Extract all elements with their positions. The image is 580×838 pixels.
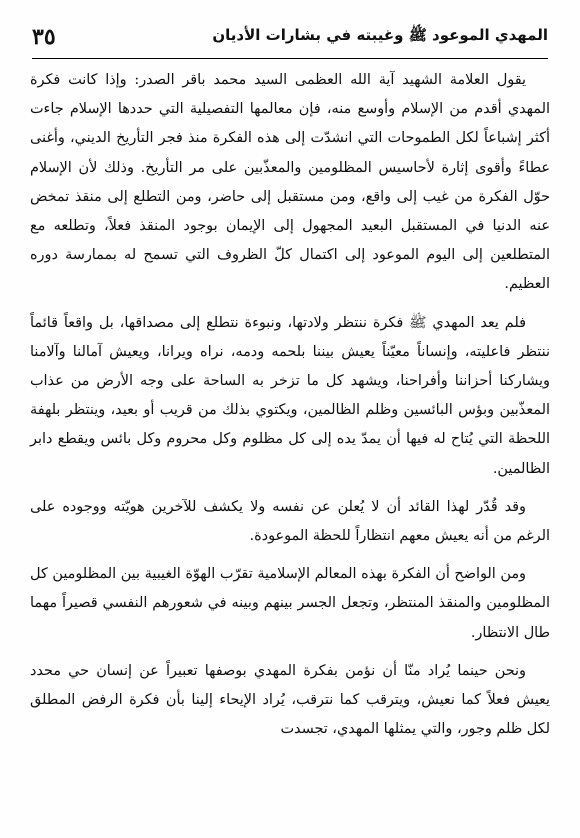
paragraph: ومن الواضح أن الفكرة بهذه المعالم الإسلامية تقرّب الهوّة الغيبية بين المظلومين كل المظلومين والمنقذ المنتظر، وتجعل الجسر بينهم وبينه في شعورهم النفسي قصيراً مهما طال الانتظار. — [30, 566, 550, 641]
running-title: المهدي الموعود ﷺ وغيبته في بشارات الأديان — [212, 26, 548, 44]
page-number: ٣٥ — [32, 24, 56, 50]
paragraph: وقد قُدّر لهذا القائد أن لا يُعلن عن نفسه ولا يكشف للآخرين هويّته ووجوده على الرغم من أنه يعيش معهم انتظاراً للحظة الموعودة. — [30, 498, 550, 545]
paragraph: فلم يعد المهدي ﷺ فكرة ننتظر ولادتها، ونبوءة نتطلع إلى مصداقها، بل واقعاً قائماً ننتظر فاعليته، وإنساناً معيّناً يعيش بيننا بلحمه ودمه، نراه ويرانا، ويعيش آمالنا وآلامنا ويشاركنا أحزاننا وأفراحنا، ويشهد كل ما تزخر به الساحة على وجه الأرض من عذاب المعذّبين وبؤس البائسين وظلم الظالمين، ويكتوي بذلك من قريب أو بعيد، وينتظر بلهفة اللحظة التي يُتاح له فيها أن يمدّ يده إلى كل مظلوم وكل محروم وكل بائس ويقطع دابر الظالمين. — [30, 314, 550, 477]
paragraph: يقول العلامة الشهيد آية الله العظمى السيد محمد باقر الصدر: وإذا كانت فكرة المهدي أقدم من الإسلام وأوسع منه، فإن معالمها التفصيلية التي حددها الإسلام جاءت أكثر إشباعاً لكل الطموحات التي انشدّت إلى هذه الفكرة منذ فجر التأريخ الديني، وأغنى عطاءً وأقوى إثارة لأحاسيس المظلومين والمعذّبين على مر التأريخ. وذلك لأن الإسلام حوّل الفكرة من غيب إلى واقع، ومن مستقبل إلى حاضر، ومن التطلع إلى منقذ تمخض عنه الدنيا في المستقبل البعيد المجهول إلى الإيمان بوجود المنقذ فعلاً، وتطلعه مع المتطلعين إلى اليوم الموعود إلى اكتمال كلّ الظروف التي تسمح له بممارسة دوره العظيم. — [30, 72, 550, 293]
paragraph: ونحن حينما يُراد منّا أن نؤمن بفكرة المهدي بوصفها تعبيراً عن إنسان حي محدد يعيش فعلاً كما نعيش، ويترقب كما نترقب، يُراد الإيحاء إلينا بأن فكرة الرفض المطلق لكل ظلم وجور، والتي يمثلها المهدي، تجسدت — [30, 662, 550, 738]
page-header — [32, 22, 548, 52]
header-rule — [32, 58, 548, 59]
page-body — [30, 66, 550, 753]
